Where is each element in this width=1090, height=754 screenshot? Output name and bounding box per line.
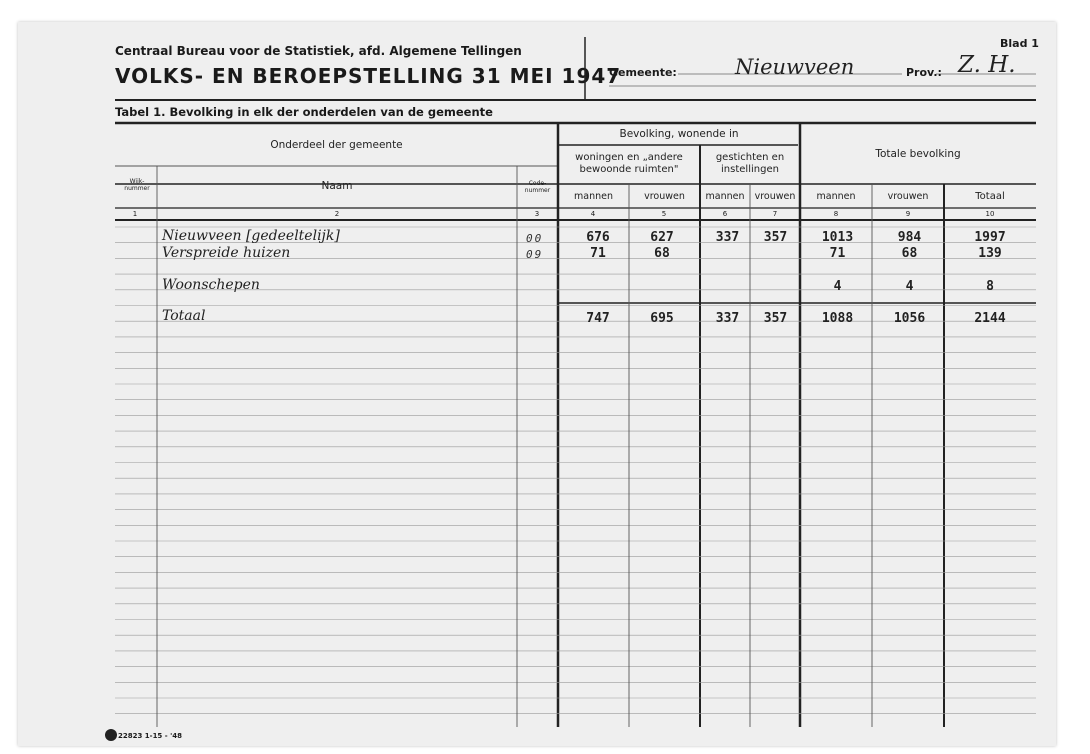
cell-woningen-mannen: 676 [586, 230, 610, 245]
header-vrouwen-3: vrouwen [887, 191, 929, 202]
header-onderdeel: Onderdeel der gemeente [270, 139, 403, 151]
header-mannen-1: mannen [574, 191, 613, 202]
header-vrouwen-1: vrouwen [644, 191, 685, 202]
cell-totaal-vrouwen: 68 [901, 246, 918, 261]
cell-totaal-mannen: 1013 [821, 230, 854, 245]
page-number: Blad 1 [1000, 37, 1039, 50]
row-name: Verspreide huizen [162, 245, 291, 261]
header-wijk: Wijk- nummer [124, 178, 150, 192]
cell-gestichten-vrouwen: 357 [763, 230, 788, 245]
row-name: Woonschepen [162, 277, 260, 293]
column-number: 8 [833, 210, 839, 218]
cell-totaal-mannen: 1088 [821, 311, 854, 326]
cell-totaal-vrouwen: 984 [897, 230, 922, 245]
header-mannen-3: mannen [816, 191, 856, 202]
column-number: 9 [905, 210, 911, 218]
row-code: 09 [526, 248, 544, 261]
cell-woningen-vrouwen: 68 [654, 246, 670, 261]
gemeente-value: Nieuwveen [735, 55, 855, 79]
cell-totaal: 1997 [974, 230, 1006, 245]
column-number: 4 [590, 210, 596, 218]
column-number: 1 [132, 210, 138, 218]
cell-totaal-mannen: 71 [829, 246, 846, 261]
cell-totaal-vrouwen: 4 [905, 279, 914, 294]
form-title: VOLKS- EN BEROEPSTELLING 31 MEI 1947 [115, 64, 622, 88]
cell-totaal: 8 [986, 279, 994, 294]
header-code: Code- nummer [524, 180, 551, 194]
cell-gestichten-mannen: 337 [715, 311, 740, 326]
cell-gestichten-mannen: 337 [715, 230, 740, 245]
row-name: Totaal [162, 308, 206, 324]
column-number: 6 [722, 210, 728, 218]
cell-gestichten-vrouwen: 357 [763, 311, 788, 326]
column-number: 7 [772, 210, 778, 218]
printer-logo-icon [105, 729, 117, 741]
header-totale: Totale bevolking [875, 148, 961, 160]
gemeente-label: Gemeente: [609, 66, 677, 79]
row-code: 00 [526, 232, 544, 245]
cell-woningen-vrouwen: 627 [650, 230, 674, 245]
province-value: Z. H. [958, 52, 1016, 78]
header-woningen: woningen en „andere bewoonde ruimten" [575, 152, 683, 175]
row-name: Nieuwveen [gedeeltelijk] [162, 228, 340, 244]
column-number: 2 [334, 210, 340, 218]
column-number: 5 [661, 210, 667, 218]
cell-totaal: 139 [978, 246, 1002, 261]
header-totaal: Totaal [975, 191, 1005, 202]
header-mannen-2: mannen [705, 191, 745, 202]
header-gestichten: gestichten en instellingen [715, 152, 785, 175]
print-code: 22823 1-15 - '48 [118, 732, 182, 740]
cell-totaal-vrouwen: 1056 [893, 311, 926, 326]
header-vrouwen-2: vrouwen [754, 191, 796, 202]
bureau-name: Centraal Bureau voor de Statistiek, afd. Algemene Tellingen [115, 44, 522, 58]
header-bevolking: Bevolking, wonende in [619, 128, 739, 140]
cell-woningen-mannen: 71 [590, 246, 606, 261]
cell-woningen-vrouwen: 695 [650, 311, 674, 326]
cell-totaal: 2144 [974, 311, 1006, 326]
table-caption: Tabel 1. Bevolking in elk der onderdelen van de gemeente [115, 105, 493, 119]
cell-woningen-mannen: 747 [586, 311, 610, 326]
column-number: 3 [534, 210, 540, 218]
province-label: Prov.: [906, 66, 942, 79]
cell-totaal-mannen: 4 [833, 279, 842, 294]
column-number: 10 [985, 210, 995, 218]
header-naam: Naam [321, 180, 353, 192]
